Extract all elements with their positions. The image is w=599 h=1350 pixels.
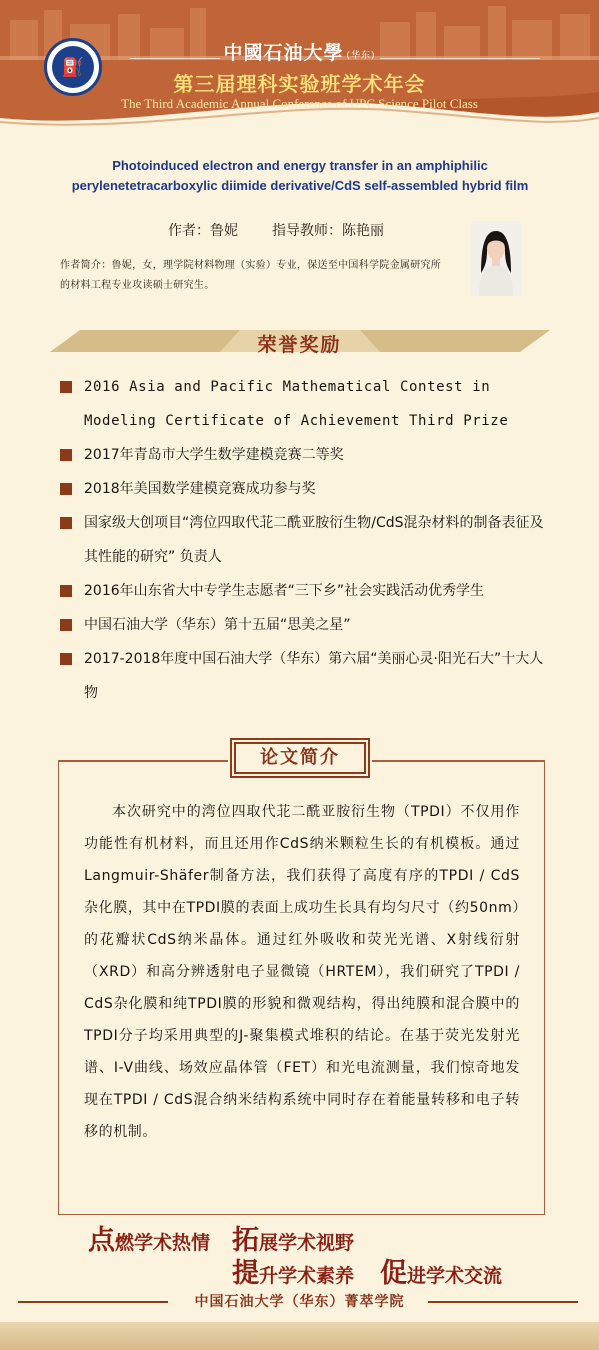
award-text: 2018年美国数学建模竞赛成功参与奖 [84,481,316,497]
abstract-heading: 论文简介 [234,742,366,774]
award-text: 2017-2018年度中国石油大学（华东）第六届“美丽心灵·阳光石大”十大人物 [84,651,544,701]
bullet-square-icon [60,653,72,665]
list-item [60,506,550,574]
list-item [60,574,550,608]
slogan-2-rest: 展学术视野 [259,1232,355,1254]
slogan-1-rest: 燃学术热情 [115,1232,211,1254]
slogan-1-initial: 点 [88,1225,115,1256]
slogan-3-initial: 提 [232,1258,259,1289]
bullet-square-icon [60,517,72,529]
advisor-name: 指导教师：陈艳丽 [272,223,384,239]
bullet-square-icon [60,449,72,461]
award-text: 国家级大创项目“湾位四取代苝二酰亚胺衍生物/CdS混杂材料的制备表征及其性能的研究” 负责人 [84,515,544,565]
slogan-4-rest: 进学术交流 [407,1265,503,1287]
bullet-square-icon [60,483,72,495]
slogan-4-initial: 促 [380,1258,407,1289]
abstract-text: 本次研究中的湾位四取代苝二酰亚胺衍生物（TPDI）不仅用作功能性有机材料，而且还用作CdS纳米颗粒生长的有机模板。通过Langmuir-Shäfer制备方法，我们获得了高度有序的TPDI / CdS杂化膜，其中在TPDI膜的表面上成功生长具有均匀尺寸（约50nm）的花瓣状CdS纳米晶体。通过红外吸收和荧光光谱、X射线衍射（XRD）和高分辨透射电子显微镜（HRTEM），我们研究了TPDI / CdS杂化膜和纯TPDI膜的形貌和微观结构，得出纯膜和混合膜中的TPDI分子均采用典型的J-聚集模式堆积的结论。在基于荧光发射光谱、I-V曲线、场效应晶体管（FET）和光电流测量，我们惊奇地发现在TPDI / CdS混合纳米结构系统中同时存在着能量转移和电子转移的机制。 [84,804,520,1140]
list-item [60,642,550,710]
slogan-2-initial: 拓 [232,1225,259,1256]
logo-emblem-icon: ⛽ [52,46,94,88]
slogan-4 [380,1251,502,1290]
slogan-3 [232,1251,354,1290]
conference-title-en: The Third Academic Annual Conference of UPC Science Pilot Class [121,96,478,111]
university-name [0,38,599,65]
conference-title: 第三届理科实验班学术年会 [173,72,426,96]
header-banner [0,0,599,140]
list-item [60,370,550,438]
portrait-image [471,221,521,296]
honors-heading: 荣誉奖励 [257,334,342,356]
slogan-3-rest: 升学术素养 [259,1265,355,1287]
slogan-1 [88,1218,210,1257]
award-text: 2017年青岛市大学生数学建模竞赛二等奖 [84,447,344,463]
list-item [60,608,550,642]
footer-college: 中国石油大学（华东）菁萃学院 [194,1294,405,1310]
award-text: 2016年山东省大中专学生志愿者“三下乡”社会实践活动优秀学生 [84,583,485,599]
list-item [60,438,550,472]
author-bio: 作者简介：鲁妮，女，理学院材料物理（实验）专业，保送至中国科学院金属研究所的材料工程专业攻读硕士研究生。 [60,260,442,291]
bottom-band [0,1322,599,1350]
award-text: 2016 Asia and Pacific Mathematical Contest in Modeling Certificate of Achievement Third Prize [84,379,509,429]
university-name-sub: (华东) [346,50,376,61]
bullet-square-icon [60,585,72,597]
award-text: 中国石油大学（华东）第十五届“思美之星” [84,617,351,633]
honors-list [60,370,550,710]
bullet-square-icon [60,381,72,393]
university-name-text: 中國石油大學 [223,42,344,64]
author-photo [471,221,521,296]
author-name: 作者：鲁妮 [168,223,238,239]
bullet-square-icon [60,619,72,631]
paper-title: Photoinduced electron and energy transfer in an amphiphilic perylenetetracarboxylic diimide derivative/CdS self-assembled hybrid film [71,158,529,193]
author-line [168,220,384,240]
list-item [60,472,550,506]
